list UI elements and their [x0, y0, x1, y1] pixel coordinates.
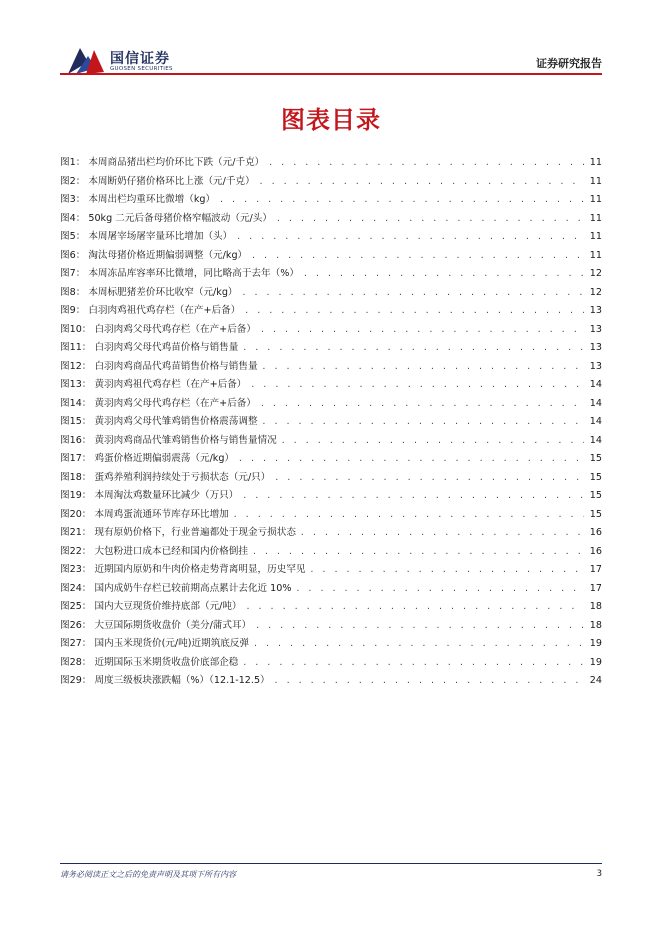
toc-entry-page[interactable]: 11 [589, 194, 602, 205]
toc-entry-page[interactable]: 13 [589, 342, 602, 353]
toc-entry-page[interactable]: 15 [589, 490, 602, 501]
toc-entry-page[interactable]: 15 [589, 453, 602, 464]
toc-dot-leader [242, 491, 584, 500]
toc-entry[interactable] [60, 469, 602, 488]
toc-entry[interactable] [60, 506, 602, 525]
toc-entry-page[interactable]: 24 [589, 675, 602, 686]
toc-entry-page[interactable]: 19 [589, 656, 602, 668]
toc-entry-page[interactable]: 11 [589, 212, 602, 224]
toc-entry-label[interactable]: 图25： 国内大豆现货价维持底部（元/吨） [60, 601, 242, 612]
toc-dot-leader [259, 177, 584, 186]
toc-entry-page[interactable]: 11 [589, 231, 602, 242]
toc-dot-leader [242, 343, 584, 352]
toc-entry[interactable] [60, 376, 602, 395]
toc-entry-page[interactable]: 19 [589, 638, 602, 649]
toc-entry-page[interactable]: 18 [589, 619, 602, 631]
toc-entry-label[interactable]: 图8： 本周标肥猪差价环比收窄（元/kg） [60, 286, 238, 298]
toc-entry[interactable] [60, 432, 602, 451]
toc-entry-label[interactable]: 图9： 白羽肉鸡祖代鸡存栏（在产+后备） [60, 305, 241, 316]
toc-entry[interactable] [60, 302, 602, 321]
toc-entry-label[interactable]: 图4： 50kg 二元后备母猪价格窄幅波动（元/头） [60, 212, 272, 224]
toc-entry-label[interactable]: 图12： 白羽肉鸡商品代鸡苗销售价格与销售量 [60, 360, 258, 372]
toc-entry-page[interactable]: 17 [589, 564, 602, 575]
toc-dot-leader [244, 306, 584, 315]
logo-text-cn: 国信证券 [110, 51, 170, 67]
toc-entry-page[interactable]: 15 [589, 471, 602, 483]
toc-dot-leader [262, 417, 584, 426]
toc-dot-leader [260, 399, 584, 408]
toc-entry-page[interactable]: 11 [589, 175, 602, 187]
toc-entry-label[interactable]: 图27： 国内玉米现货价(元/吨)近期筑底反弹 [60, 638, 250, 649]
toc-entry[interactable] [60, 561, 602, 580]
toc-entry-page[interactable]: 13 [589, 323, 602, 335]
toc-entry[interactable] [60, 580, 602, 599]
page-header [0, 0, 662, 80]
toc-dot-leader [238, 454, 584, 463]
toc-entry[interactable] [60, 598, 602, 617]
toc-entry-page[interactable]: 16 [589, 527, 602, 538]
toc-entry-label[interactable]: 图22： 大包粉进口成本已经和国内价格倒挂 [60, 545, 248, 557]
toc-dot-leader [300, 528, 584, 537]
toc-entry-label[interactable]: 图28： 近期国际玉米期货收盘价底部企稳 [60, 656, 239, 668]
toc-entry-label[interactable]: 图1： 本周商品猪出栏均价环比下跌（元/千克） [60, 157, 265, 168]
toc-dot-leader [276, 214, 584, 223]
page-title: 图表目录 [281, 106, 381, 134]
toc-entry[interactable] [60, 228, 602, 247]
toc-entry-label[interactable]: 图16： 黄羽肉鸡商品代雏鸡销售价格与销售量情况 [60, 434, 277, 446]
toc-entry[interactable] [60, 654, 602, 673]
toc-dot-leader [274, 676, 584, 685]
toc-entry-label[interactable]: 图21： 现有原奶价格下，行业普遍都处于现金亏损状态 [60, 527, 296, 538]
toc-entry[interactable] [60, 191, 602, 210]
toc-entry-label[interactable]: 图10： 白羽肉鸡父母代鸡存栏（在产+后备） [60, 323, 256, 335]
toc-entry[interactable] [60, 543, 602, 562]
toc-dot-leader [252, 547, 584, 556]
toc-entry[interactable] [60, 173, 602, 192]
toc-dot-leader [253, 639, 584, 648]
toc-dot-leader [242, 658, 584, 667]
toc-entry[interactable] [60, 413, 602, 432]
toc-entry[interactable] [60, 265, 602, 284]
toc-dot-leader [274, 473, 584, 482]
toc-entry[interactable] [60, 339, 602, 358]
toc-dot-leader [255, 621, 584, 630]
toc-entry[interactable] [60, 154, 602, 173]
toc-entry[interactable] [60, 672, 602, 691]
toc-entry-label[interactable]: 图14： 黄羽肉鸡父母代鸡存栏（在产+后备） [60, 397, 256, 409]
toc-entry[interactable] [60, 284, 602, 303]
footer-disclaimer: 请务必阅读正文之后的免责声明及其项下所有内容 [60, 870, 236, 879]
table-of-figures [60, 154, 602, 691]
toc-entry-page[interactable]: 17 [589, 582, 602, 594]
toc-entry-page[interactable]: 12 [589, 286, 602, 298]
toc-dot-leader [219, 195, 584, 204]
toc-entry[interactable] [60, 450, 602, 469]
toc-entry-label[interactable]: 图11： 白羽肉鸡父母代鸡苗价格与销售量 [60, 342, 239, 353]
report-type-label: 证券研究报告 [536, 57, 602, 70]
toc-entry-label[interactable]: 图13： 黄羽肉鸡祖代鸡存栏（在产+后备） [60, 379, 247, 390]
toc-entry-label[interactable]: 图20： 本周鸡蛋流通环节库存环比增加 [60, 508, 229, 520]
toc-entry-page[interactable]: 15 [589, 508, 602, 520]
toc-entry-label[interactable]: 图24： 国内成奶牛存栏已较前期高点累计去化近 10% [60, 582, 292, 594]
toc-entry-label[interactable]: 图19： 本周淘汰鸡数量环比减少（万只） [60, 490, 239, 501]
toc-dot-leader [303, 269, 584, 278]
toc-entry-page[interactable]: 14 [589, 379, 602, 390]
toc-entry-label[interactable]: 图3： 本周出栏均重环比微增（kg） [60, 194, 216, 205]
toc-entry[interactable] [60, 524, 602, 543]
toc-entry-label[interactable]: 图26： 大豆国际期货收盘价（美分/蒲式耳） [60, 619, 252, 631]
toc-dot-leader [242, 288, 584, 297]
toc-dot-leader [236, 232, 584, 241]
toc-entry-label[interactable]: 图18： 蛋鸡养殖利润持续处于亏损状态（元/只） [60, 471, 271, 483]
toc-dot-leader [250, 380, 584, 389]
toc-entry-page[interactable]: 11 [589, 249, 602, 261]
toc-entry-page[interactable]: 13 [589, 360, 602, 372]
toc-dot-leader [233, 510, 584, 519]
toc-entry-page[interactable]: 12 [589, 268, 602, 279]
toc-dot-leader [251, 251, 584, 260]
toc-entry[interactable] [60, 635, 602, 654]
header-divider [60, 73, 602, 75]
toc-entry-label[interactable]: 图6： 淘汰母猪价格近期偏弱调整（元/kg） [60, 249, 248, 261]
toc-entry[interactable] [60, 395, 602, 414]
toc-dot-leader [262, 362, 584, 371]
toc-entry-page[interactable]: 11 [589, 157, 602, 168]
toc-entry[interactable] [60, 617, 602, 636]
page-number: 3 [596, 869, 602, 879]
footer-divider [60, 863, 602, 864]
logo-text-en: GUOSEN SECURITIES [110, 66, 173, 72]
toc-entry[interactable] [60, 247, 602, 266]
toc-dot-leader [268, 158, 584, 167]
toc-entry-page[interactable]: 13 [589, 305, 602, 316]
toc-entry-page[interactable]: 14 [589, 397, 602, 409]
toc-entry-label[interactable]: 图5： 本周屠宰场屠宰量环比增加（头） [60, 231, 233, 242]
toc-dot-leader [246, 602, 584, 611]
toc-entry-page[interactable]: 14 [589, 416, 602, 427]
toc-entry-page[interactable]: 16 [589, 545, 602, 557]
toc-dot-leader [260, 325, 584, 334]
toc-entry-label[interactable]: 图15： 黄羽肉鸡父母代雏鸡销售价格震荡调整 [60, 416, 258, 427]
toc-dot-leader [296, 584, 584, 593]
toc-entry-label[interactable]: 图17： 鸡蛋价格近期偏弱震荡（元/kg） [60, 453, 235, 464]
toc-entry[interactable] [60, 358, 602, 377]
toc-entry[interactable] [60, 210, 602, 229]
toc-dot-leader [281, 436, 584, 445]
toc-entry-label[interactable]: 图7： 本周冻品库容率环比微增，同比略高于去年（%） [60, 268, 299, 279]
toc-entry-label[interactable]: 图23： 近期国内原奶和牛肉价格走势背离明显，历史罕见 [60, 564, 306, 575]
toc-entry-page[interactable]: 14 [589, 434, 602, 446]
toc-entry-label[interactable]: 图2： 本周断奶仔猪价格环比上涨（元/千克） [60, 175, 255, 187]
toc-entry[interactable] [60, 321, 602, 340]
toc-dot-leader [310, 565, 584, 574]
toc-entry[interactable] [60, 487, 602, 506]
toc-entry-label[interactable]: 图29： 周度三级板块涨跌幅（%）（12.1-12.5） [60, 675, 270, 686]
toc-entry-page[interactable]: 18 [589, 601, 602, 612]
